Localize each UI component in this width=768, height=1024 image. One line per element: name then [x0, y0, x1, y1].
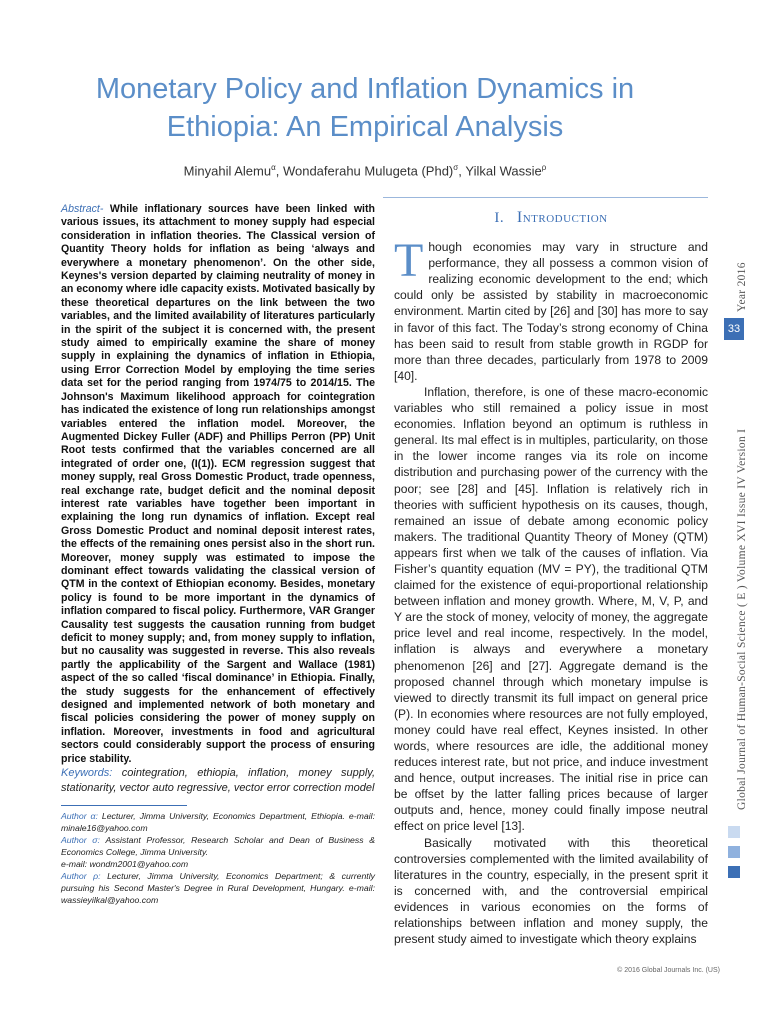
footnote-1-label: Author α: — [61, 811, 98, 822]
author-1: Minyahil Alemu — [183, 163, 272, 179]
author-line — [60, 163, 670, 178]
footnote-1 — [61, 810, 375, 834]
keywords-label: Keywords: — [61, 767, 113, 780]
left-column — [61, 203, 375, 906]
title-line-2: Ethiopia: An Empirical Analysis — [166, 111, 564, 143]
copyright-footer: © 2016 Global Journals Inc. (US) — [617, 967, 720, 974]
author-3-mark: ρ — [541, 163, 547, 172]
author-footnotes — [61, 810, 375, 906]
page-number: 33 — [724, 318, 744, 340]
footnote-2 — [61, 834, 375, 858]
abstract-label: Abstract- — [61, 203, 104, 215]
author-2: , Wondaferahu Mulugeta (Phd) — [275, 163, 454, 179]
footnote-2-label: Author σ: — [61, 835, 100, 846]
footnote-3-label: Author ρ: — [61, 871, 101, 882]
sidebar-square-dark — [728, 866, 740, 878]
drop-cap: T — [394, 234, 424, 288]
sidebar-journal: Global Journal of Human-Social Science ( E ) Volume XVI Issue IV Version I — [736, 428, 748, 810]
intro-paragraph-2: Inflation, therefore, is one of these macro-economic variables who still remained a policy issue in most economies. Inflation beyond an optimum is ruthless in general. Its mal effect is in multiples, particularity, on those in the lower income ranges via its role on income distribution and purchasing power of the currency with the poor; see [28] and [45]. Inflation is relatively rich in theories with sufficient hypothesis on its causes, though, remained an issue of debate among economic policy makers. The traditional Quantity Theory of Money (QTM) appears first when we talk of the causes of inflation. Via Fisher’s quantity equation (MV = PY), the traditional QTM claimed for the existence of equi-proportional relationship between inflation and money growth. Where, M, V, P, and Y are the stock of money, velocity of money, the aggregate price level and real income, respectively. In the model, inflation is always and everywhere a monetary phenomenon [26] and [27]. Aggregate demand is the proposed channel through which monetary impulse is viewed to directly transmit its full impact on general price (P). In economies where resources are not fully employed, money could have real effect, Keynes insisted. In other words, where resources are idle, the additional money reduces interest rate, but not price, and induce investment and hence, output increases. The initial rise in price can be offset by the latter falling prices because of larger outputs and, hence, money could finally impose neutral effect on price level [13]. — [394, 384, 708, 834]
intro-paragraph-3: Basically motivated with this theoretical controversies complemented with the limited availability of literatures in the country, especially, in the present sprit it is concerned with, and the controversial empirical evidences in various economies on the forms of relationships between inflation and money supply, the present study aimed to investigate which theory explains — [394, 835, 708, 947]
author-1-mark: α — [271, 163, 276, 172]
paper-title — [60, 70, 670, 146]
abstract — [61, 203, 375, 766]
author-2-mark: σ — [453, 163, 459, 172]
intro-paragraph-1-text: hough economies may vary in structure and performance, they all possess a common vision of realizing economic development to the end; which could only be assisted by stability in macroeconomic environment. Martin cited by [26] and [30] has more to say in favor of this fact. The Today’s strong economy of China has been said to result from stable growth in RGDP for more than three decades, particularly from 1978 to 2009 [40]. — [394, 240, 708, 383]
section-heading — [394, 210, 708, 226]
keywords — [61, 766, 375, 795]
title-line-1: Monetary Policy and Inflation Dynamics in — [95, 73, 635, 105]
abstract-text: While inflationary sources have been linked with various issues, its attachment to money supply had especial consideration in inflation theories. The Classical version of Quantity Theory holds for inflation as being ‘always and everywhere a monetary phenomenon’. On the other side, Keynes's version departed by claiming neutrality of money in an economy where idle capacity exists. Motivated basically by these theoretical departures on the link between the two variables, and the limited availability of literatures particularly in the spirit of the subject it is concerned with, the present study aimed to empirically examine the share of money supply in explaining the dynamics of inflation in Ethiopia, using Error Correction Model by employing the time series data set for the period ranging from 1974/75 to 2014/15. The Johnson's Maximum likelihood approach for cointegration has indicated the existence of long run relationships amongst variables entered the inflation model. Moreover, the Augmented Dickey Fuller (ADF) and Phillips Perron (PP) Unit Root tests confirmed that the variables concerned are all integrated of order one, (I(1)). ECM regression suggest that money supply, real Gross Domestic Product, trade openness, real exchange rate, budget deficit and the nominal deposit interest rate variables have together been important in explaining the long run dynamics of inflation. Except real Gross Domestic Product and nominal deposit interest rates, the effects of the remaining ones persist also in the short run. Moreover, money supply was estimated to impose the dominant effect towards validating the classical version of QTM in the context of Ethiopian economy. Besides, monetary policy is found to be more important in the dynamics of inflation compared to fiscal policy. Furthermore, VAR Granger Causality test suggests the causation running from budget deficit to money supply; and, from money supply to inflation, but no causality was suggested in reverse. This also reveals partly the applicability of the Sargent and Wallace (1981) aspect of the so called ‘fiscal dominance’ in Ethiopia. Finally, the study suggests for the enhancement of effectively designed and implemented network of both monetary and fiscal policies considering the power of money supply on inflation. Moreover, investments in food and agricultural sectors could considerably support the process of ensuring price stability. — [61, 203, 375, 765]
footnote-rule — [61, 805, 187, 806]
sidebar-square-light — [728, 826, 740, 838]
section-title: Introduction — [516, 209, 608, 226]
sidebar-year: Year 2016 — [736, 262, 748, 312]
section-number: I. — [494, 210, 505, 226]
author-3: , Yilkal Wassie — [458, 163, 542, 179]
sidebar-square-medium — [728, 846, 740, 858]
section-rule — [383, 197, 708, 198]
intro-paragraph-1 — [394, 234, 708, 384]
footnote-2-text: Assistant Professor, Research Scholar and Dean of Business & Economics College, Jimma University. — [61, 835, 375, 858]
footnote-3-text: Lecturer, Jimma University, Economics Department; & currently pursuing his Second Master's Degree in Rural Development, Hungary. e-mail: wassieyilkal@yahoo.com — [61, 871, 375, 906]
footnote-1-text: Lecturer, Jimma University, Economics Department, Ethiopia. e-mail: minale16@yahoo.com — [61, 811, 375, 834]
footnote-2-email: e-mail: wondm2001@yahoo.com — [61, 859, 189, 870]
footnote-3 — [61, 870, 375, 906]
right-column — [394, 210, 708, 947]
keywords-text: cointegration, ethiopia, inflation, money supply, stationarity, vector auto regressive, vector error correction model — [61, 767, 375, 794]
